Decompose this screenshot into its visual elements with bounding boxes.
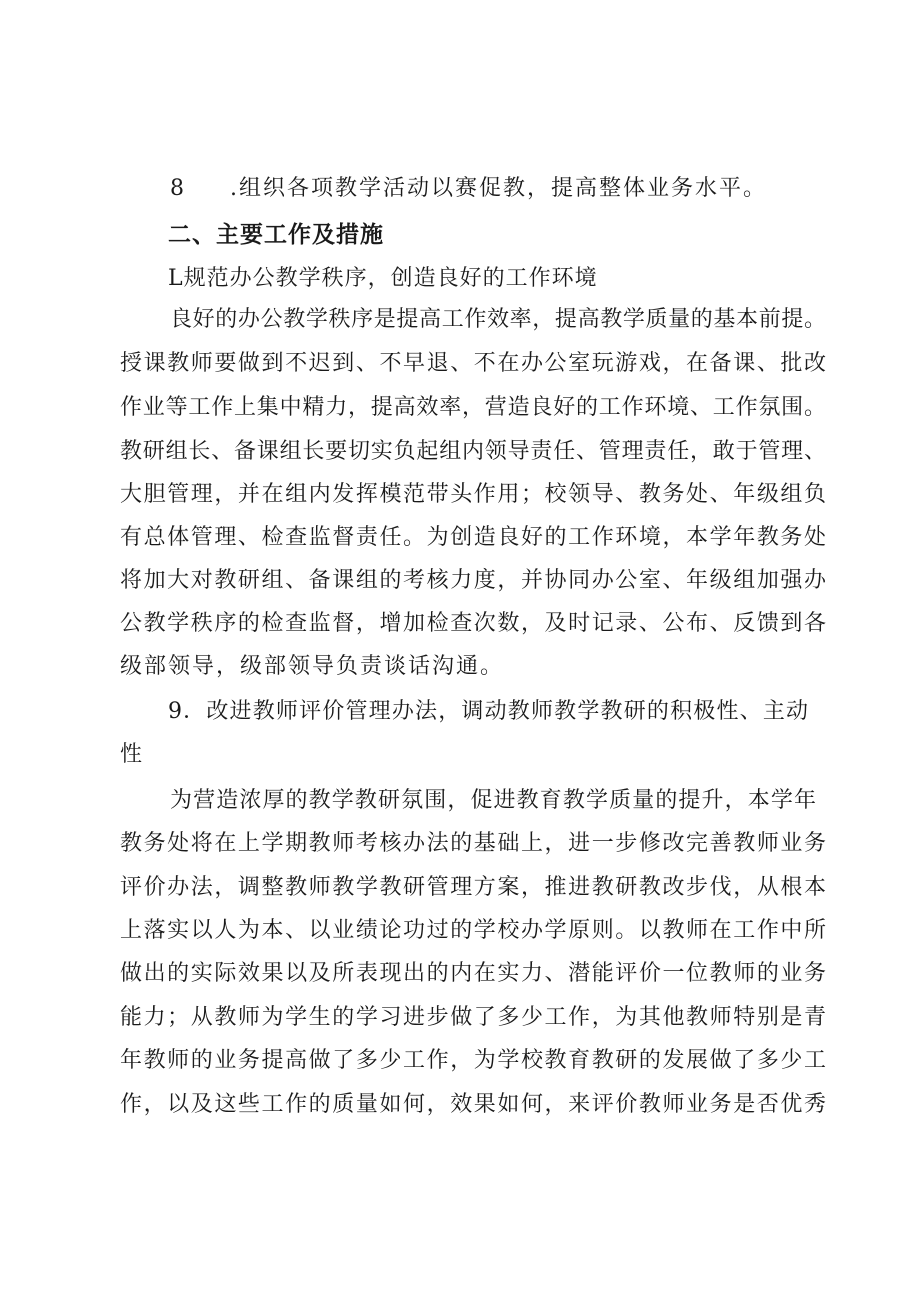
subsection-title: L规范办公教学秩序，创造良好的工作环境	[168, 266, 598, 291]
paragraph-line: 评价办法，调整教师教学教研管理方案，推进教研教改步伐，从根本	[120, 875, 826, 900]
item-number: 8	[170, 176, 184, 201]
paragraph-line: 有总体管理、检查监督责任。为创造良好的工作环境，本学年教务处	[120, 525, 826, 550]
subsection-title-continued: 性	[120, 742, 143, 767]
paragraph-line: 教务处将在上学期教师考核办法的基础上，进一步修改完善教师业务	[120, 831, 826, 856]
paragraph-line: 能力；从教师为学生的学习进步做了多少工作，为其他教师特别是青	[120, 1005, 826, 1030]
paragraph-line: 良好的办公教学秩序是提高工作效率，提高教学质量的基本前提。	[170, 307, 826, 332]
subsection-title: 9．改进教师评价管理办法，调动教师教学教研的积极性、主动	[168, 699, 808, 724]
paragraph-line: 年教师的业务提高做了多少工作，为学校教育教研的发展做了多少工	[120, 1048, 826, 1073]
paragraph-line: 做出的实际效果以及所表现出的内在实力、潜能评价一位教师的业务	[120, 961, 826, 986]
paragraph-line: 上落实以人为本、以业绩论功过的学校办学原则。以教师在工作中所	[120, 918, 826, 943]
paragraph-line: 教研组长、备课组长要切实负起组内领导责任、管理责任，敢于管理、	[120, 439, 826, 464]
item-text: .组织各项教学活动以赛促教，提高整体业务水平。	[230, 176, 767, 201]
paragraph-line: 大胆管理，并在组内发挥模范带头作用；校领导、教务处、年级组负	[120, 482, 826, 507]
section-heading: 二、主要工作及措施	[168, 222, 384, 248]
paragraph-line: 级部领导，级部领导负责谈话沟通。	[120, 654, 505, 679]
paragraph-line: 作业等工作上集中精力，提高效率，营造良好的工作环境、工作氛围。	[120, 395, 826, 420]
paragraph-line: 为营造浓厚的教学教研氛围，促进教育教学质量的提升，本学年	[170, 788, 816, 813]
paragraph-line: 作，以及这些工作的质量如何，效果如何，来评价教师业务是否优秀	[120, 1092, 826, 1117]
paragraph-line: 授课教师要做到不迟到、不早退、不在办公室玩游戏，在备课、批改	[120, 351, 826, 376]
paragraph-line: 将加大对教研组、备课组的考核力度，并协同办公室、年级组加强办	[120, 568, 826, 593]
paragraph-line: 公教学秩序的检查监督，增加检查次数，及时记录、公布、反馈到各	[120, 611, 826, 636]
